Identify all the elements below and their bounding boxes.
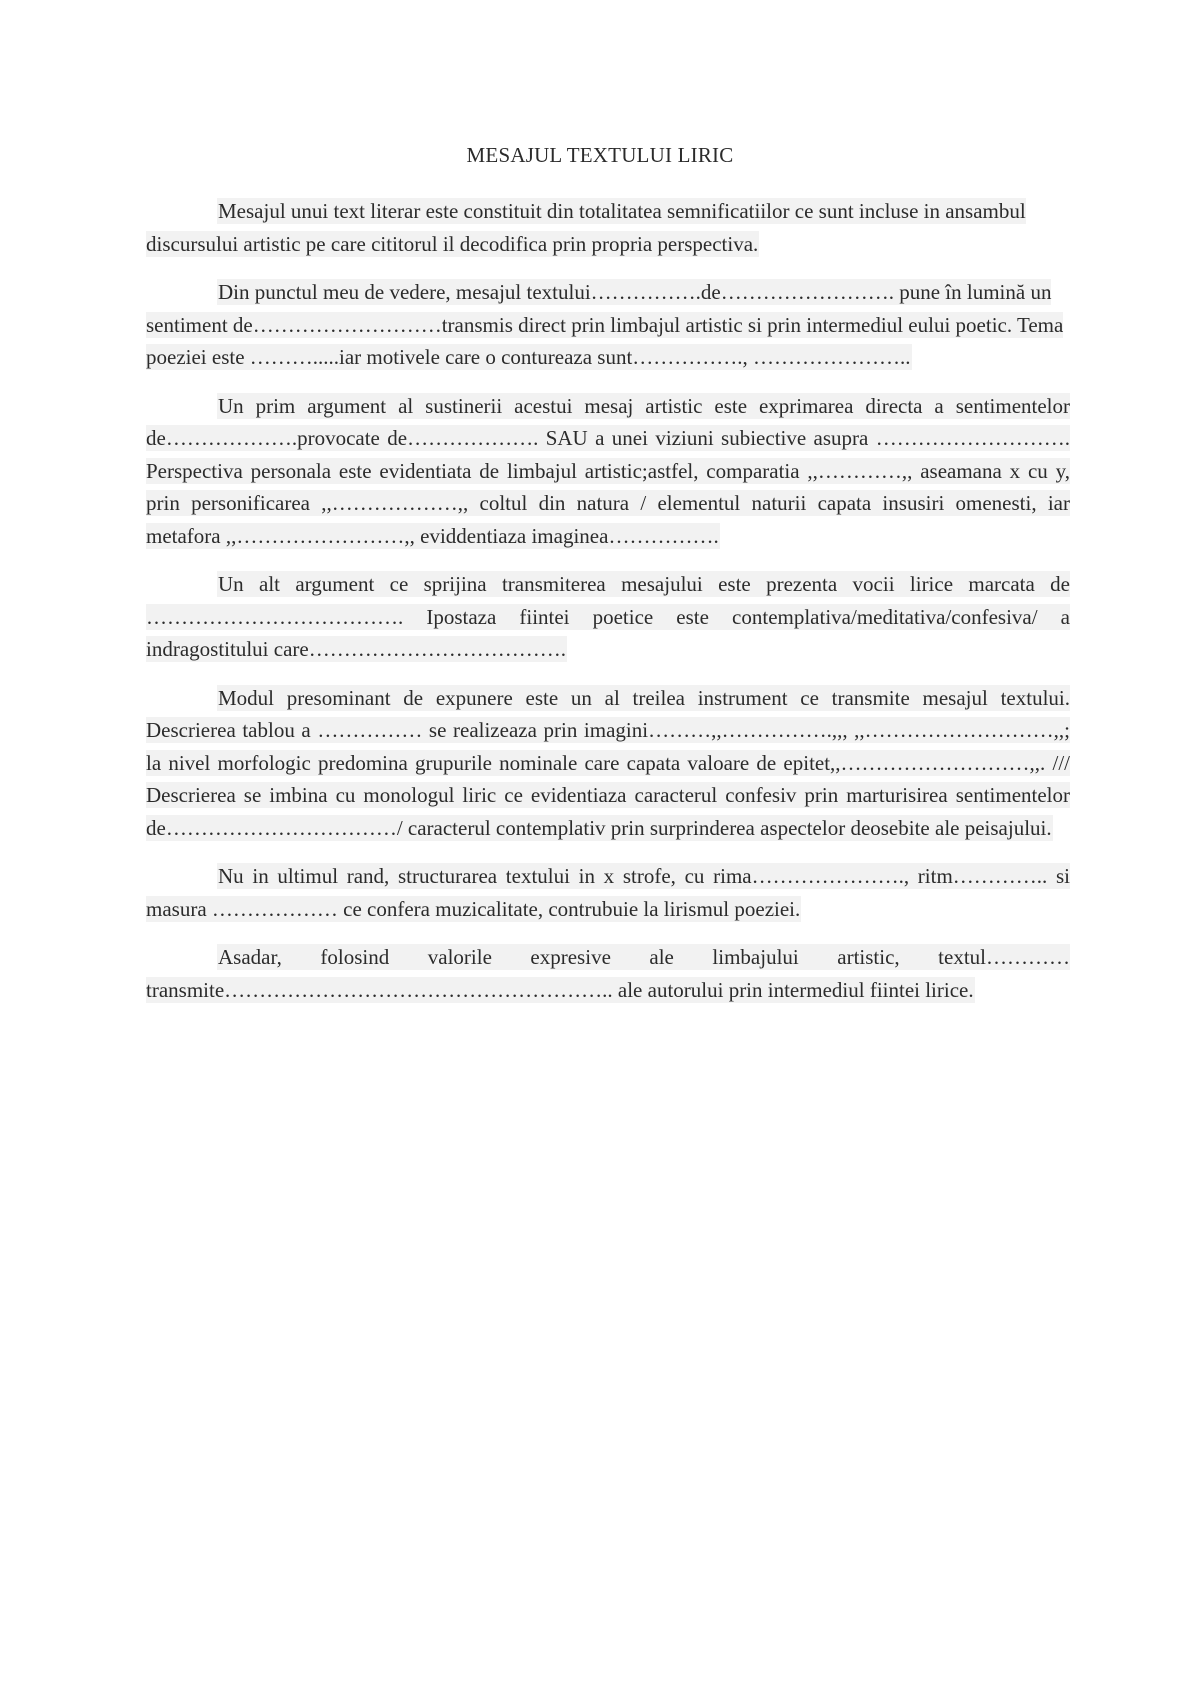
paragraph-conclusion: [146, 941, 1070, 1006]
paragraph-text: Un alt argument ce sprijina transmiterea mesajului este prezenta vocii lirice marcata de ………………………………. Ipostaza fiintei poetice este contemplativa/meditativa/confesiva/ a indragostitului care……………………………….: [146, 572, 1070, 661]
paragraph-text: Modul presominant de expunere este un al treilea instrument ce transmite mesajul textului. Descrierea tablou a …………… se realizeaza prin imagini………,,…………….,,, ,,………………………,,; la nivel morfologic predomina grupurile nominale care capata valoare de epitet,,………………………,,. /// Descrierea se imbina cu monologul liric ce evidentiaza caracterul confesiv prin marturisirea sentimentelor de……………………………/ caracterul contemplativ prin surprinderea aspectelor deosebite ale peisajului.: [146, 685, 1070, 840]
paragraph-text: Nu in ultimul rand, structurarea textului in x strofe, cu rima…………………., ritm………….. si masura ……………… ce confera muzicalitate, contrubuie la lirismul poeziei.: [146, 864, 1070, 921]
paragraph-structure: [146, 860, 1070, 925]
paragraph-text: Asadar, folosind valorile expresive ale limbajului artistic, textul…………transmite……………………………………………….. ale autorului prin intermediul fiintei lirice.: [146, 945, 1070, 1002]
document-body: [146, 195, 1070, 1022]
paragraph-second-argument: [146, 568, 1070, 666]
paragraph-first-argument: [146, 390, 1070, 553]
paragraph-text: Un prim argument al sustinerii acestui mesaj artistic este exprimarea directa a sentimentelor de……………….provocate de………………. SAU a unei viziuni subiective asupra ………………………. Perspectiva personala este evidentiata de limbajul artistic;astfel, comparatia ,,…………,, aseamana x cu y, prin personificarea ,,………………,, coltul din natura / elementul naturii capata insusiri omenesti, iar metafora ,,……………………,, eviddentiaza imaginea…………….: [146, 393, 1070, 548]
paragraph-expression-mode: [146, 682, 1070, 845]
paragraph-text: Din punctul meu de vedere, mesajul textului…………….de……………………. pune în lumină un sentiment de………………………transmis direct prin limbajul artistic si prin intermediul eului poetic. Tema poeziei este ……….....iar motivele care o contureaza sunt……………., …………………..: [146, 280, 1064, 369]
paragraph-definition: [146, 195, 1070, 260]
paragraph-viewpoint: [146, 276, 1070, 374]
paragraph-text: Mesajul unui text literar este constituit din totalitatea semnificatiilor ce sunt incluse in ansambul discursului artistic pe care cititorul il decodifica prin propria perspectiva.: [146, 199, 1026, 256]
document-title: MESAJUL TEXTULUI LIRIC: [466, 143, 734, 167]
